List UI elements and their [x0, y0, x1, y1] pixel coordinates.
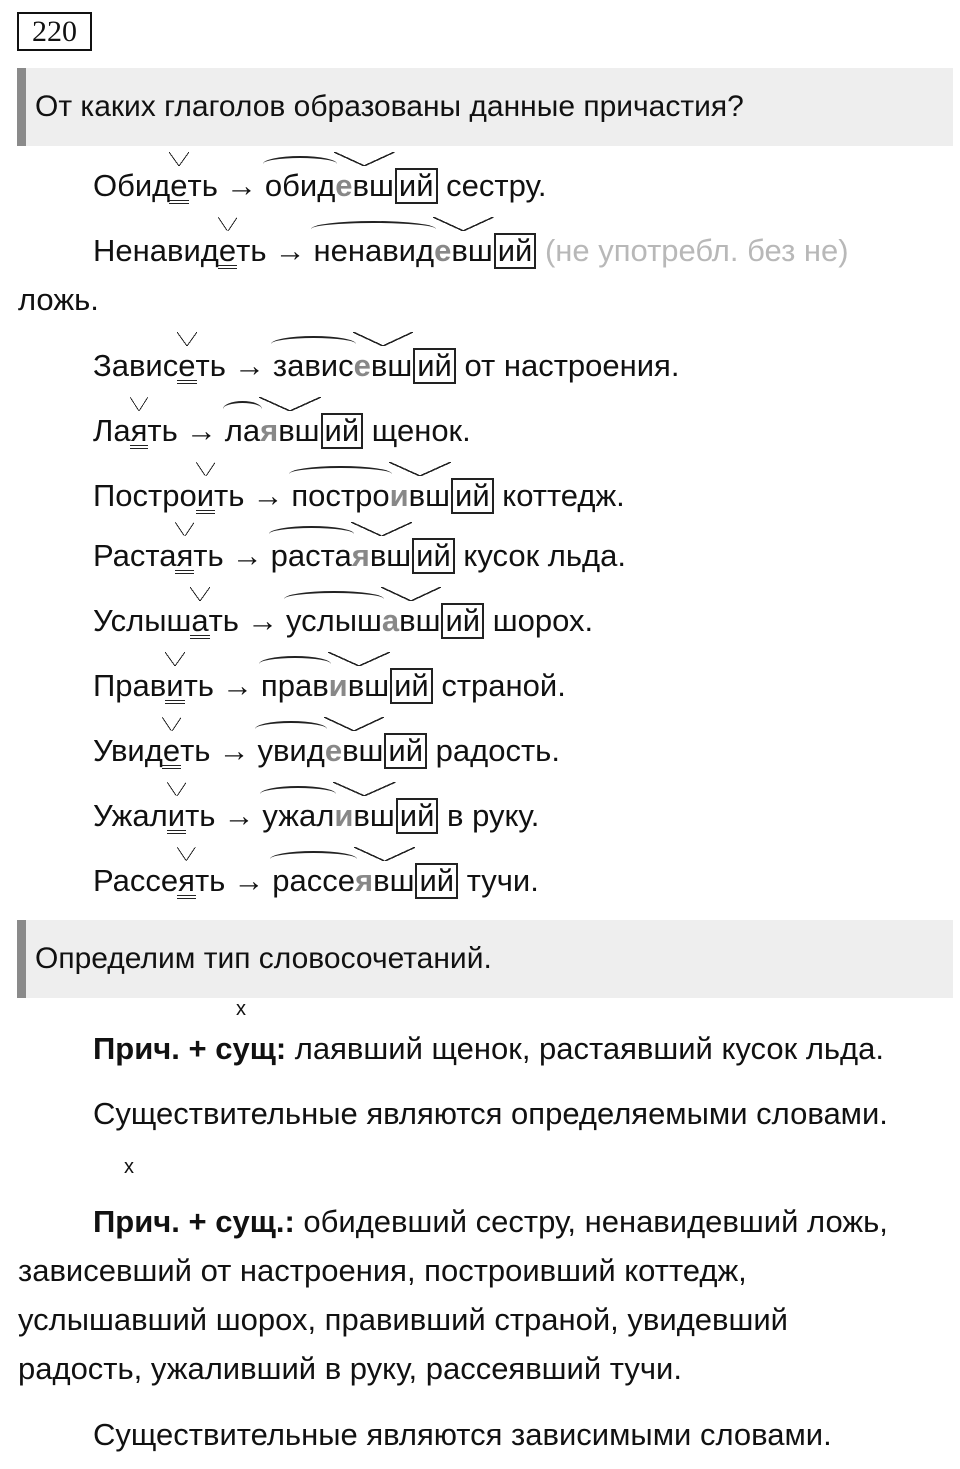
- group2-text1: обидевший сестру, ненавидевший ложь,: [294, 1204, 888, 1239]
- verb-stem: Постро: [93, 478, 197, 513]
- participle-suffix: [260, 411, 319, 451]
- participle-root: увид: [257, 731, 324, 771]
- verb-stem: Ла: [93, 413, 131, 448]
- participle-root: обид: [265, 166, 335, 206]
- group1-label: Прич. + сущ:: [93, 1031, 287, 1066]
- group2-label: Прич. + сущ.:: [93, 1204, 295, 1239]
- arrow-icon: →: [218, 733, 250, 768]
- verb-stem: Рассе: [93, 863, 179, 898]
- dependent-word: тучи.: [466, 863, 539, 898]
- derivation-row-continuation: [18, 280, 99, 320]
- derivation-row: [93, 411, 471, 451]
- group2-line2: зависевший от настроения, построивший коттедж,: [18, 1253, 747, 1288]
- dependent-word: коттедж.: [502, 478, 625, 513]
- arrow-icon: →: [223, 798, 255, 833]
- participle-thematic-vowel: е: [353, 348, 371, 383]
- verb-thematic-vowel: а: [191, 601, 208, 641]
- usage-note: (не употребл. без не): [544, 233, 849, 268]
- participle-root: ла: [225, 411, 260, 451]
- participle-thematic-vowel: е: [324, 733, 343, 768]
- group2-note: Существительные являются зависимыми словами.: [93, 1417, 832, 1452]
- verb-ending: ть: [183, 668, 214, 703]
- verb-thematic-vowel: я: [178, 861, 195, 901]
- participle-ending: ий: [413, 348, 456, 384]
- participle-thematic-vowel: а: [381, 603, 400, 638]
- verb-ending: ть: [185, 798, 216, 833]
- arrow-icon: →: [274, 233, 306, 268]
- derivation-row: [93, 346, 679, 386]
- verb-stem: Обид: [93, 168, 171, 203]
- participle-ending: ий: [321, 413, 364, 449]
- dependent-word: в руку.: [447, 798, 540, 833]
- derivation-row: [93, 601, 593, 641]
- participle-thematic-vowel: и: [389, 478, 409, 513]
- participle-ending: ий: [415, 863, 458, 899]
- participle-thematic-vowel: и: [328, 668, 348, 703]
- verb-thematic-vowel: е: [219, 231, 236, 271]
- dependent-word: сестру.: [446, 168, 547, 203]
- derivation-row: [93, 796, 539, 836]
- participle-suffix-text: вш: [353, 798, 395, 833]
- dependent-word: шорох.: [492, 603, 594, 638]
- verb-ending: ть: [193, 538, 224, 573]
- verb-ending: ть: [147, 413, 178, 448]
- group1-note: Существительные являются определяемыми словами.: [93, 1096, 888, 1131]
- arrow-icon: →: [221, 668, 253, 703]
- verb-thematic-vowel: е: [163, 731, 180, 771]
- verb-ending: ть: [194, 863, 226, 898]
- participle-root: рассе: [272, 861, 355, 901]
- arrow-icon: →: [231, 538, 263, 573]
- participle-suffix-text: вш: [451, 233, 493, 268]
- participle-suffix-text: вш: [352, 168, 394, 203]
- dependent-word: щенок.: [371, 413, 471, 448]
- participle-root: постро: [291, 476, 389, 516]
- arrow-icon: →: [225, 168, 257, 203]
- dependent-word: страной.: [441, 668, 566, 703]
- participle-ending: ий: [396, 798, 439, 834]
- group2-line1: [93, 1202, 888, 1242]
- derivation-row: [93, 166, 547, 206]
- participle-suffix: [382, 601, 441, 641]
- participle-suffix-text: вш: [373, 863, 415, 898]
- derivation-row: [93, 231, 849, 271]
- participle-root: раста: [271, 536, 352, 576]
- verb-ending: ть: [180, 733, 211, 768]
- derivation-row: [93, 861, 539, 901]
- participle-thematic-vowel: я: [355, 863, 374, 898]
- derivation-row: [93, 536, 626, 576]
- participle-suffix-text: вш: [399, 603, 441, 638]
- participle-ending: ий: [412, 538, 455, 574]
- participle-root: прав: [261, 666, 329, 706]
- participle-ending: ий: [494, 233, 537, 269]
- participle-suffix: [355, 861, 414, 901]
- verb-stem: Ужал: [93, 798, 168, 833]
- group1-text: лаявший щенок, растаявший кусок льда.: [286, 1031, 884, 1066]
- verb-ending: ть: [236, 233, 267, 268]
- verb-thematic-vowel: и: [168, 796, 185, 836]
- participle-thematic-vowel: я: [260, 413, 279, 448]
- verb-stem: Раста: [93, 538, 177, 573]
- verb-ending: ть: [214, 478, 245, 513]
- participle-suffix-text: вш: [369, 538, 412, 573]
- participle-thematic-vowel: е: [335, 168, 353, 203]
- participle-suffix: [434, 231, 493, 271]
- participle-suffix: [325, 731, 384, 771]
- derivation-row: [93, 476, 625, 516]
- verb-thematic-vowel: е: [178, 346, 195, 386]
- participle-suffix-text: вш: [342, 733, 384, 768]
- participle-ending: ий: [390, 668, 433, 704]
- group2-line3: услышавший шорох, правивший страной, увидевший: [18, 1302, 788, 1337]
- arrow-icon: →: [233, 863, 265, 898]
- participle-suffix: [354, 346, 413, 386]
- derivation-row: [93, 731, 560, 771]
- participle-suffix: [390, 476, 450, 516]
- participle-suffix-text: вш: [278, 413, 320, 448]
- dependent-word: радость.: [435, 733, 560, 768]
- verb-stem: Завис: [93, 348, 179, 383]
- arrow-icon: →: [233, 348, 265, 383]
- verb-stem: Увид: [93, 733, 163, 768]
- verb-stem: Услыш: [93, 603, 192, 638]
- participle-thematic-vowel: я: [351, 538, 370, 573]
- verb-thematic-vowel: я: [131, 411, 148, 451]
- dependent-word: ложь.: [18, 282, 99, 317]
- participle-ending: ий: [451, 478, 494, 514]
- participle-suffix-text: вш: [347, 668, 390, 703]
- dependent-word: кусок льда.: [463, 538, 626, 573]
- verb-thematic-vowel: и: [166, 666, 183, 706]
- verb-thematic-vowel: я: [176, 536, 193, 576]
- participle-suffix-text: вш: [370, 348, 413, 383]
- participle-thematic-vowel: е: [434, 233, 452, 268]
- section1-heading: От каких глаголов образованы данные причастия?: [17, 68, 953, 146]
- participle-root: ужал: [262, 796, 334, 836]
- participle-root: услыш: [286, 601, 382, 641]
- derivation-row: [93, 666, 566, 706]
- arrow-icon: →: [185, 413, 217, 448]
- group2-line4: радость, ужаливший в руку, рассеявший тучи.: [18, 1351, 682, 1386]
- verb-thematic-vowel: е: [170, 166, 187, 206]
- participle-root: ненавид: [313, 231, 434, 271]
- group1-line: [93, 1029, 884, 1069]
- arrow-icon: →: [246, 603, 278, 638]
- participle-suffix: [329, 666, 389, 706]
- dependency-marker: x: [236, 998, 246, 1020]
- participle-thematic-vowel: и: [334, 798, 354, 833]
- verb-thematic-vowel: и: [197, 476, 214, 516]
- verb-stem: Прав: [93, 668, 167, 703]
- verb-stem: Ненавид: [93, 233, 219, 268]
- participle-suffix: [334, 796, 394, 836]
- dependent-word: от настроения.: [464, 348, 680, 383]
- exercise-number: 220: [17, 12, 92, 51]
- verb-ending: ть: [195, 348, 226, 383]
- participle-suffix-text: вш: [408, 478, 451, 513]
- arrow-icon: →: [252, 478, 284, 513]
- participle-suffix: [352, 536, 411, 576]
- participle-ending: ий: [395, 168, 438, 204]
- participle-ending: ий: [384, 733, 427, 769]
- verb-ending: ть: [187, 168, 218, 203]
- participle-suffix: [335, 166, 394, 206]
- section2-heading: Определим тип словосочетаний.: [17, 920, 953, 998]
- dependency-marker: x: [124, 1156, 134, 1178]
- participle-ending: ий: [441, 603, 484, 639]
- participle-root: завис: [273, 346, 354, 386]
- verb-ending: ть: [208, 603, 239, 638]
